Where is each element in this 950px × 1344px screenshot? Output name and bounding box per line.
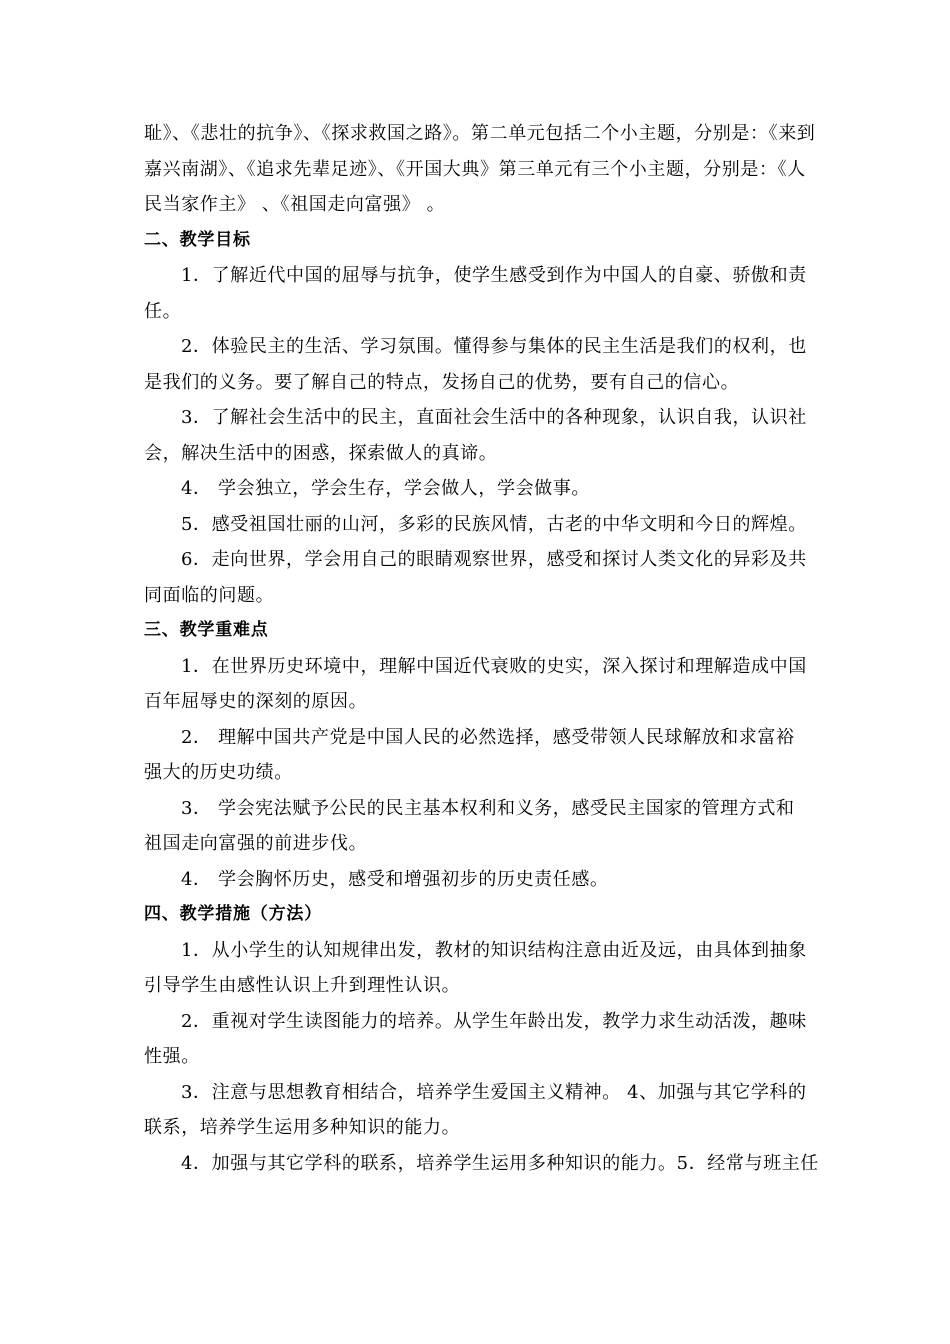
- goal-item-6-cont: 同面临的问题。: [144, 584, 275, 606]
- goal-item-1: 1．了解近代中国的屈辱与抗争，使学生感受到作为中国人的自豪、骄傲和责: [181, 265, 807, 286]
- measure-item-2-cont: 性强。: [144, 1046, 200, 1067]
- measure-item-2: 2．重视对学生读图能力的培养。从学生年龄出发，教学力求生动活泼，趣味: [181, 1010, 807, 1032]
- keypoint-item-3-cont: 祖国走向富强的前进步伐。: [144, 833, 368, 854]
- section-heading-teaching-measures: 四、教学措施（方法）: [144, 904, 322, 924]
- intro-line: 民当家作主》 、《祖国走向富强》 。: [144, 194, 446, 215]
- measure-item-3-cont: 联系，培养学生运用多种知识的能力。: [144, 1117, 461, 1138]
- goal-item-1-cont: 任。: [144, 300, 182, 322]
- intro-line: 嘉兴南湖》、《追求先辈足迹》、《开国大典》第三单元有三个小主题，分别是：《人: [144, 158, 806, 180]
- section-heading-key-points: 三、教学重难点: [144, 620, 269, 640]
- goal-item-6: 6．走向世界，学会用自己的眼睛观察世界，感受和探讨人类文化的异彩及共: [181, 549, 807, 570]
- intro-line: 耻》、《悲壮的抗争》、《探求救国之路》。第二单元包括二个小主题，分别是：《来到: [144, 123, 816, 144]
- goal-item-2-cont: 是我们的义务。要了解自己的特点，发扬自己的优势，要有自己的信心。: [144, 371, 740, 393]
- keypoint-item-3: 3． 学会宪法赋予公民的民主基本权利和义务，感受民主国家的管理方式和: [181, 797, 795, 819]
- keypoint-item-2: 2． 理解中国共产党是中国人民的必然选择，感受带领人民球解放和求富裕: [181, 726, 795, 748]
- keypoint-item-4: 4． 学会胸怀历史，感受和增强初步的历史责任感。: [181, 868, 609, 890]
- keypoint-item-1: 1．在世界历史环境中，理解中国近代衰败的史实，深入探讨和理解造成中国: [181, 655, 807, 677]
- goal-item-3-cont: 会，解决生活中的困惑，探索做人的真谛。: [144, 442, 498, 464]
- measure-item-1: 1．从小学生的认知规律出发，教材的知识结构注意由近及远，由具体到抽象: [181, 939, 807, 961]
- goal-item-4: 4． 学会独立，学会生存，学会做人，学会做事。: [181, 478, 590, 499]
- goal-item-2: 2．体验民主的生活、学习氛围。懂得参与集体的民主生活是我们的权利，也: [181, 336, 807, 357]
- goal-item-5: 5．感受祖国壮丽的山河，多彩的民族风情，古老的中华文明和今日的辉煌。: [181, 513, 807, 535]
- measure-item-3: 3．注意与思想教育相结合，培养学生爱国主义精神。 4、加强与其它学科的: [181, 1081, 807, 1103]
- document-page: [144, 116, 819, 1181]
- goal-item-3: 3．了解社会生活中的民主，直面社会生活中的各种现象，认识自我，认识社: [181, 407, 807, 428]
- keypoint-item-1-cont: 百年屈辱史的深刻的原因。: [144, 691, 368, 712]
- measure-item-1-cont: 引导学生由感性认识上升到理性认识。: [144, 975, 461, 996]
- keypoint-item-2-cont: 强大的历史功绩。: [144, 762, 293, 783]
- measure-item-4: 4．加强与其它学科的联系，培养学生运用多种知识的能力。5．经常与班主任: [181, 1152, 819, 1174]
- section-heading-teaching-goals: 二、教学目标: [144, 229, 251, 250]
